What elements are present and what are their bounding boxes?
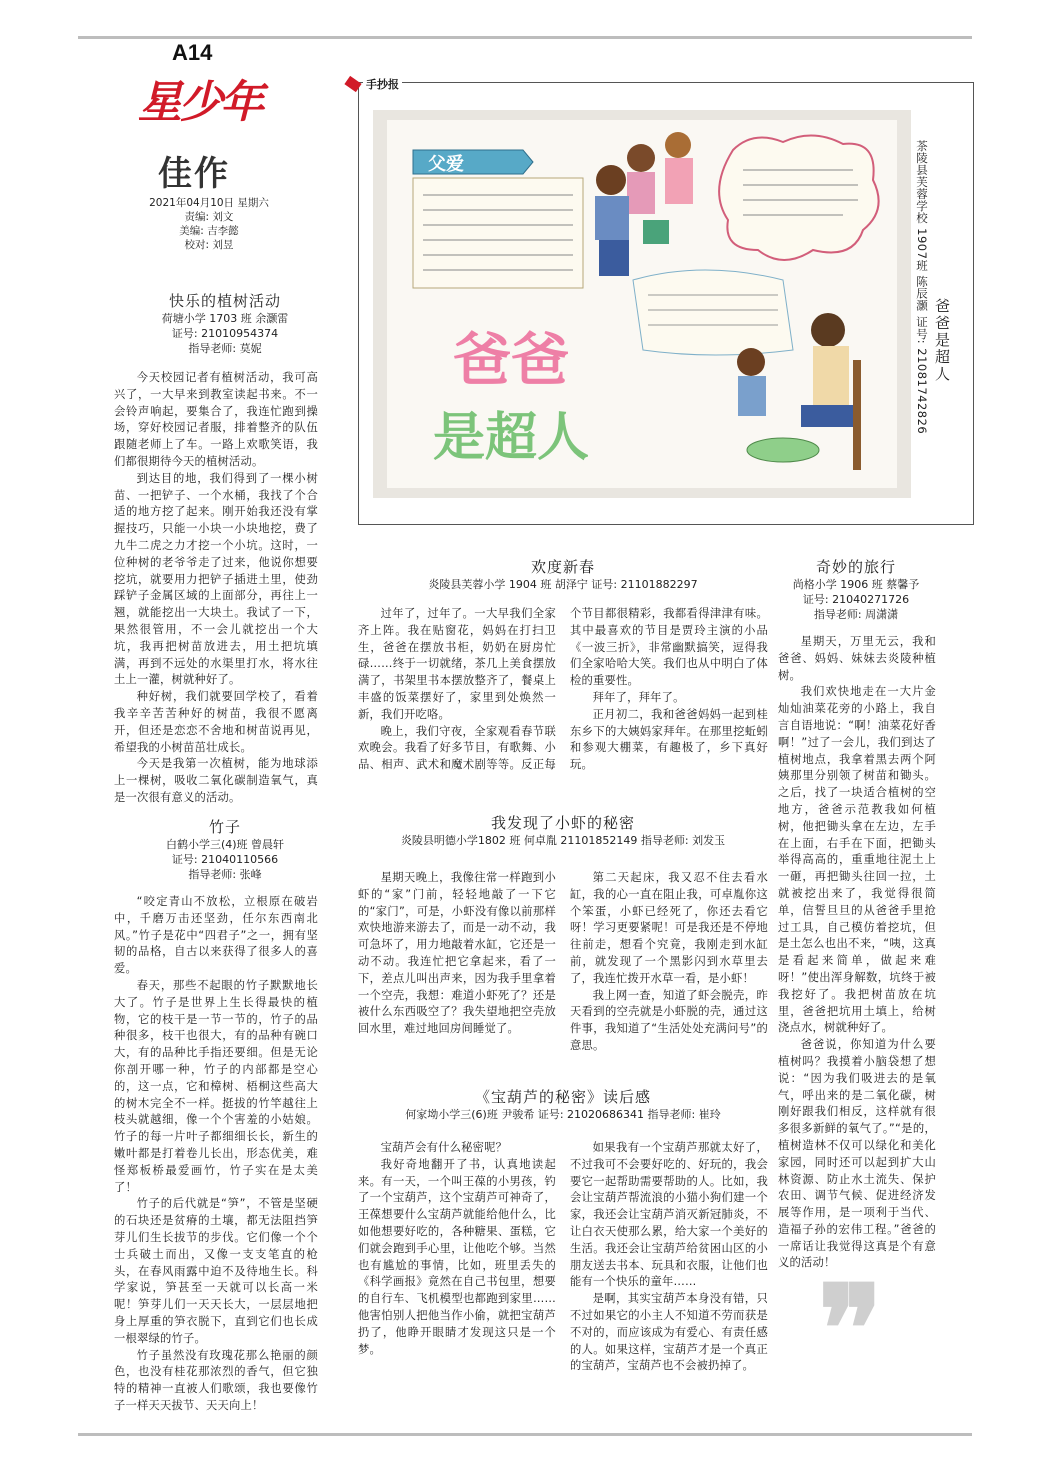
drawing-banner-text: 父爱: [428, 154, 464, 175]
article-byline: 炎陵县明德小学1802 班 何卓胤 21101852149 指导老师: 刘发玉: [400, 834, 726, 847]
handmade-byline: 茶陵县芙蓉学校 1907班 陈辰灏 证号: 21081742826: [915, 140, 929, 435]
page-code: A14: [172, 40, 213, 65]
handmade-tag-label: 手抄报: [363, 76, 402, 92]
paragraph: 宝葫芦会有什么秘密呢？: [380, 1141, 508, 1154]
article-teacher: 指导老师: 莫妮: [188, 342, 262, 355]
handmade-tag: [346, 76, 402, 92]
article-teacher: 指导老师: 周潇潇: [813, 608, 899, 621]
article-title: 快乐的植树活动: [168, 292, 281, 310]
paragraph: 种好树，我们就要回学校了，看着我辛辛苦苦种好的树苗，我很不愿离开，但还是恋恋不舍地和树苗说再见，希望我的小树苗茁壮成长。: [114, 690, 318, 754]
article-title: 竹子: [208, 818, 241, 836]
paragraph: 竹子虽然没有玫瑰花那么艳丽的颜色，也没有桂花那浓烈的香气，但它独特的精神一直被人们歌颂，我也要像竹子一样天天拔节、天天向上！: [114, 1348, 318, 1412]
paragraph: 晚上，我们守夜，全家观看春节联欢晚会。我看了好多节目，有歌舞、小品、相声、武术和魔术剧等等。反正每个节目都很精彩，我都看得津津有味。其中最喜欢的节目是贾玲主演的小品《一波三折》，非常幽默搞笑，逗得我们全家哈哈大笑。我们也从中明白了体检的重要性。: [358, 607, 768, 772]
article-title: 《宝葫芦的秘密》读后感: [474, 1088, 651, 1106]
article-newyear: [358, 556, 768, 592]
paragraph: 星期天晚上，我像往常一样跑到小虾的“家”门前，轻轻地敲了一下它的“家门”，可是，小虾没有像以前那样欢快地游来游去了，而是一动不动，我可急坏了，用力地敲着水缸，它还是一动不动。我连忙把它拿起来，看了一下，差点儿叫出声来，因为我手里拿着一个空壳，我想：难道小虾死了？还是被什么东西吸空了？我失望地把空壳放回水里，难过地回房间睡觉了。: [358, 871, 556, 1036]
paragraph: “咬定青山不放松，立根原在破岩中，千磨万击还坚劲，任尔东西南北风。”竹子是花中“四君子”之一，拥有坚韧的品格，自古以来获得了很多人的喜爱。: [114, 895, 318, 976]
paragraph: 我好奇地翻开了书，认真地读起来。有一天，一个叫王葆的小男孩，钓了一个宝葫芦，这个宝葫芦可神奇了，王葆想要什么宝葫芦就能给他什么，比如他想要好吃的，各种糖果、蛋糕，它们就会跑到手心里，让他吃个够。当然也有尴尬的事情，比如，班里丢失的《科学画报》竟然在自己书包里，想要的自行车、飞机模型也都跑到家里……他害怕别人把他当作小偷，就把宝葫芦扔了，他睁开眼睛才发现这只是一个梦。: [358, 1157, 556, 1356]
article-byline: 白鹤小学三(4)班 曾晨轩: [165, 838, 285, 851]
article-bamboo: [130, 816, 320, 882]
quote-mark-icon: ❞: [818, 1259, 883, 1400]
article-byline: 尚格小学 1906 班 蔡馨予: [792, 578, 920, 591]
top-rule: [78, 36, 972, 39]
article-newyear-body: [358, 606, 768, 774]
article-title: 奇妙的旅行: [815, 558, 896, 576]
paragraph: 到达目的地，我们得到了一棵小树苗、一把铲子、一个水桶，我找了个合适的地方挖了起来。刚开始我还没有掌握技巧，只能一小块一小块地挖，费了九牛二虎之力才挖一个小坑。这时，一位种树的老爷爷走了过来，他说你想要挖坑，就要用力把铲子插进土里，使劲踩铲子金属区域的上面部分，再往上一翘，就能挖出一大块土。我试了一下，果然很管用，不一会儿就挖出一个大坑，我再把树苗放进去，用土把坑填满，再到不远处的水渠里打水，将水往土上一灌，树就种好了。: [114, 471, 318, 687]
paragraph: 第二天起床，我又忍不住去看水缸，我的心一直在阻止我，可卓胤你这个笨蛋，小虾已经死了，你还去看它呀！学习更要紧呢！可是我还是不停地往前走，想看个究竟，我刚走到水缸前，就发现了一个黑影闪到水草里去了，我连忙拨开水草一看，是小虾！: [570, 871, 768, 985]
article-id: 证号: 21040271726: [802, 593, 910, 606]
paragraph: 星期天，万里无云，我和爸爸、妈妈、妹妹去炎陵种植树。: [778, 635, 936, 682]
drawing-big-word-1: 爸爸: [453, 326, 570, 394]
handmade-title: 爸爸是超人: [933, 298, 951, 383]
article-shrimp: [358, 812, 768, 848]
issue-date: 2021年04月10日 星期六: [149, 197, 269, 209]
masthead-logo: 星少年: [138, 77, 261, 128]
proofreader: 校对: 刘昱: [184, 239, 234, 251]
article-byline: 炎陵县芙蓉小学 1904 班 胡泽宁 证号: 21101882297: [428, 578, 698, 591]
article-id: 证号: 21040110566: [171, 853, 279, 866]
article-byline: 何家坳小学三(6)班 尹骏希 证号: 21020686341 指导老师: 崔玲: [405, 1108, 721, 1121]
art-editor: 美编: 吉李懿: [179, 225, 239, 237]
article-id: 证号: 21010954374: [171, 327, 279, 340]
article-byline: 荷塘小学 1703 班 余灏雷: [161, 312, 289, 325]
paragraph: 今天是我第一次植树，能为地球添上一棵树，吸收二氧化碳制造氧气，真是一次很有意义的活动。: [114, 757, 318, 804]
paragraph: 我上网一查，知道了虾会脱壳，昨天看到的空壳就是小虾脱的壳，通过这件事，我知道了“生活处处充满问号”的意思。: [570, 988, 768, 1052]
paragraph: 如果我有一个宝葫芦那就太好了，不过我可不会要好吃的、好玩的，我会要它一起帮助需要帮助的人。比如，我会让宝葫芦帮流浪的小猫小狗们建一个家，我还会让宝葫芦消灭新冠肺炎，不让白衣天使那么累，给大家一个美好的生活。我还会让宝葫芦给贫困山区的小朋友送去书本、玩具和衣服，让他们也能有一个快乐的童年……: [570, 1141, 768, 1289]
paragraph: 是啊，其实宝葫芦本身没有错，只不过如果它的小主人不知道不劳而获是不对的，而应该成为有爱心、有责任感的人。如果这样，宝葫芦才是一个真正的宝葫芦，宝葫芦也不会被扔掉了。: [570, 1292, 768, 1373]
pencil-icon: [344, 76, 361, 92]
article-bamboo-body: [114, 894, 318, 1415]
paragraph: 春天，那些不起眼的竹子默默地长大了。竹子是世界上生长得最快的植物，它的枝干是一节一节的，竹子的品种很多，枝干也很大，有的品种有碗口大，有的品种比手指还要细。但是无论你剖开哪一种，竹子的内部都是空心的，这一点，它和樟树、梧桐这些高大的树木完全不一样。挺拔的竹竿越往上枝头就越细，像一个个害羞的小姑娘。竹子的每一片叶子都细细长长，新生的嫩叶都是打着卷儿长出，形态优美，难怪郑板桥最爱画竹，竹子实在是太美了！: [114, 978, 318, 1194]
article-gourd-body: [358, 1140, 768, 1375]
paragraph: 拜年了，拜年了。: [592, 690, 685, 704]
article-title: 我发现了小虾的秘密: [490, 814, 635, 832]
paragraph: 竹子的后代就是“笋”，不管是坚硬的石块还是贫瘠的土壤，都无法阻挡笋芽儿们生长拔节的步伐。它们像一个个士兵破土而出，又像一支支笔直的枪头，在春风雨露中迫不及待地生长。科学家说，笋甚至一天就可以长高一米呢！笋芽儿们一天天长大，一层层地把身上厚重的笋衣脱下，直到它们也长成一根翠绿的竹子。: [114, 1197, 318, 1345]
paragraph: 爸爸说，你知道为什么要植树吗？我摸着小脑袋想了想说：“因为我们吸进去的是氧气，呼出来的是二氧化碳，树刚好跟我们相反，这样就有很多很多新鲜的氧气了。”“是的，植树造林不仅可以绿化和美化家园，同时还可以起到扩大山林资源、防止水土流失、保护农田、调节气候、促进经济发展等作用，是一项利于当代、造福子孙的宏伟工程。”爸爸的一席话让我觉得这真是个有意义的活动！: [778, 1038, 936, 1270]
article-trip: [776, 556, 936, 622]
section-title: 佳作: [158, 154, 230, 194]
article-title: 欢度新春: [530, 558, 595, 576]
edition-info: [134, 196, 284, 252]
editor: 责编: 刘文: [184, 211, 234, 223]
article-shrimp-body: [358, 870, 768, 1055]
article-teacher: 指导老师: 张峰: [188, 868, 262, 881]
article-gourd: [358, 1086, 768, 1122]
drawing-big-word-2: 是超人: [433, 408, 590, 468]
paragraph: 正月初二，我和爸爸妈妈一起到桂东乡下的大姨妈家拜年。在那里挖蚯蚓和参观大棚菜，有趣极了，乡下真好玩。: [570, 707, 768, 772]
paragraph: 我们欢快地走在一大片金灿灿油菜花旁的小路上，我自言自语地说：“啊！油菜花好香啊！”过了一会儿，我们到达了植树地点，我拿着黑去两个阿姨那里分别领了树苗和锄头。之后，找了一块适合植树的空地方，爸爸示范教我如何植树，他把锄头拿在左边，左手在上面，右手在下面，把锄头举得高高的，重重地往泥土上一砸，再把锄头往回一拉，土就被挖出来了，我觉得很简单，信誓旦旦的从爸爸手里抢过工具，自己模仿着挖坑，但是土怎么也出不来，“咦，这真是看起来简单，做起来难呀！”使出浑身解数，坑终于被我挖好了。我把树苗放在坑里，爸爸把坑用土填上，给树浇点水，树就种好了。: [778, 685, 936, 1035]
drawing-illustration: [373, 110, 911, 498]
handmade-drawing: [373, 110, 911, 498]
article-planting-body: [114, 370, 318, 807]
article-planting: [130, 290, 320, 356]
article-trip-body: [778, 634, 936, 1272]
bottom-rule: [78, 1433, 972, 1436]
paragraph: 今天校园记者有植树活动，我可高兴了，一大早来到教室读起书来。不一会铃声响起，要集合了，我连忙跑到操场，穿好校园记者服，排着整齐的队伍跟随老师上了车。一路上欢歌笑语，我们都很期待今天的植树活动。: [114, 371, 318, 468]
paragraph: 过年了，过年了。一大早我们全家齐上阵。我在贴窗花，妈妈在打扫卫生，爸爸在摆放书柜，奶奶在厨房忙碌……终于一切就绪，茶几上美食摆放满了，书架里书本摆放整齐了，餐桌上丰盛的饭菜摆好了，家里到处焕然一新，我们开吃咯。: [358, 607, 556, 721]
